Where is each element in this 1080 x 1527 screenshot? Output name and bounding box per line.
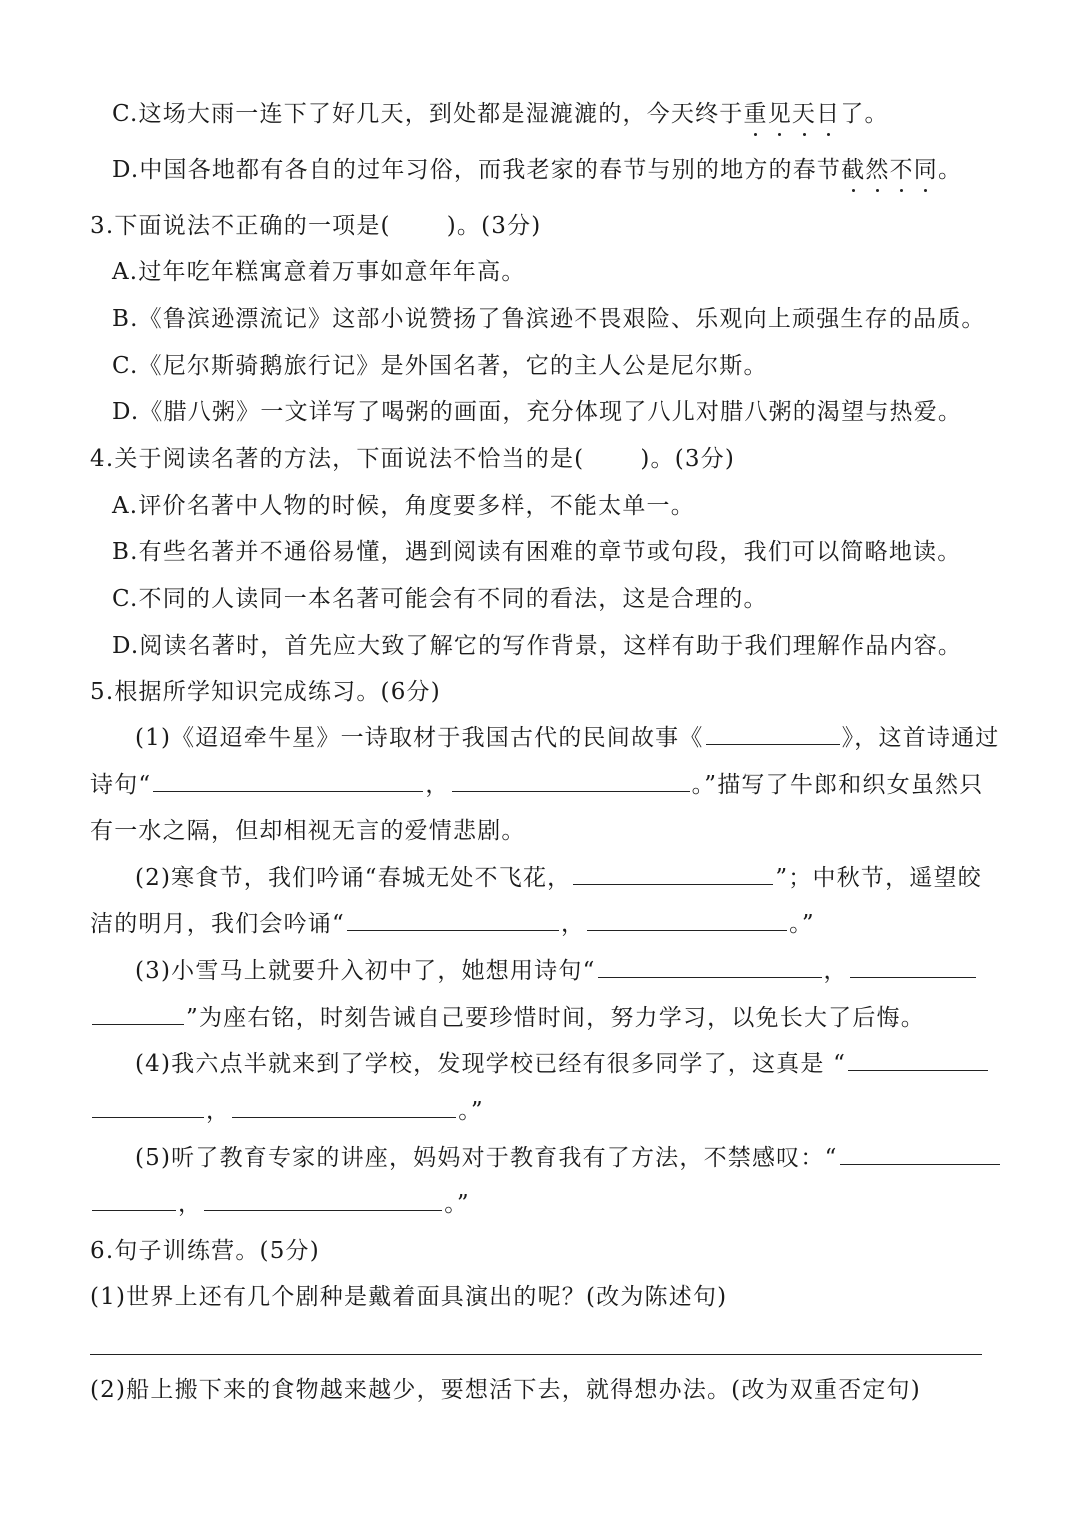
q5-part3-line2: ”为座右铭，时刻告诫自己要珍惜时间，努力学习，以免长大了后悔。: [90, 1002, 925, 1034]
answer-line[interactable]: [90, 1354, 982, 1355]
q5-part1-line3: 有一水之隔，但却相视无言的爱情悲剧。: [90, 818, 526, 844]
emphasis-char: 同: [914, 154, 938, 186]
q3-option-c: C.《尼尔斯骑鹅旅行记》是外国名著，它的主人公是尼尔斯。: [112, 353, 768, 379]
emphasis-char: 然: [865, 154, 889, 186]
q5-part4-line1: (4)我六点半就来到了学校，发现学校已经有很多同学了，这真是 “: [135, 1048, 990, 1080]
q4-option-d: D.阅读名著时，首先应大致了解它的写作背景，这样有助于我们理解作品内容。: [112, 633, 963, 659]
fill-blank[interactable]: [92, 1095, 204, 1118]
q5-part1-line2: 诗句“ ， 。”描写了牛郎和织女虽然只: [90, 769, 983, 801]
q4-option-b: B.有些名著并不通俗易懂，遇到阅读有困难的章节或句段，我们可以简略地读。: [112, 539, 962, 565]
q3-option-d: D.《腊八粥》一文详写了喝粥的画面，充分体现了八儿对腊八粥的渴望与热爱。: [112, 399, 963, 425]
q2-option-d: D.中国各地都有各自的过年习俗，而我老家的春节与别的地方的春节截然不同。: [112, 154, 962, 186]
fill-blank[interactable]: [92, 1188, 176, 1211]
fill-blank[interactable]: [848, 1048, 988, 1071]
emphasis-char: 见: [768, 98, 792, 130]
q3-option-a: A.过年吃年糕寓意着万事如意年年高。: [112, 259, 526, 285]
emphasis-char: 不: [890, 154, 914, 186]
emphasis-char: 重: [744, 98, 768, 130]
fill-blank[interactable]: [840, 1142, 1000, 1165]
q5-stem: 5.根据所学知识完成练习。(6分): [90, 679, 441, 705]
fill-blank[interactable]: [92, 1002, 184, 1025]
fill-blank[interactable]: [452, 769, 690, 792]
emphasis-char: 天: [792, 98, 816, 130]
q5-part4-line2: ， 。”: [90, 1095, 484, 1127]
fill-blank[interactable]: [598, 955, 822, 978]
fill-blank[interactable]: [573, 862, 773, 885]
emphasis-char: 日: [816, 98, 840, 130]
q5-part3-line1: (3)小雪马上就要升入初中了，她想用诗句“ ，: [135, 955, 978, 987]
q3-stem: 3.下面说法不正确的一项是( )。(3分): [90, 213, 542, 239]
q4-option-a: A.评价名著中人物的时候，角度要多样，不能太单一。: [112, 493, 695, 519]
q3-option-b: B.《鲁滨逊漂流记》这部小说赞扬了鲁滨逊不畏艰险、乐观向上顽强生存的品质。: [112, 306, 986, 332]
q5-part1-line1: (1)《迢迢牵牛星》一诗取材于我国古代的民间故事《 》，这首诗通过: [135, 722, 1000, 754]
fill-blank[interactable]: [204, 1188, 442, 1211]
q2-option-c: C.这场大雨一连下了好几天，到处都是湿漉漉的，今天终于重见天日了。: [112, 98, 889, 130]
fill-blank[interactable]: [706, 722, 840, 745]
q5-part2-line1: (2)寒食节，我们吟诵“春城无处不飞花， ”；中秋节，遥望皎: [135, 862, 982, 894]
emphasis-char: 截: [841, 154, 865, 186]
fill-blank[interactable]: [850, 955, 976, 978]
q5-part2-line2: 洁的明月，我们会吟诵“ ， 。”: [90, 908, 815, 940]
fill-blank[interactable]: [153, 769, 423, 792]
q6-stem: 6.句子训练营。(5分): [90, 1238, 320, 1264]
q6-sentence-2: (2)船上搬下来的食物越来越少，要想活下去，就得想办法。(改为双重否定句): [90, 1377, 921, 1403]
q5-part5-line2: ， 。”: [90, 1188, 470, 1220]
q5-part5-line1: (5)听了教育专家的讲座，妈妈对于教育我有了方法，不禁感叹：“: [135, 1142, 1002, 1174]
fill-blank[interactable]: [347, 908, 559, 931]
q6-sentence-1: (1)世界上还有几个剧种是戴着面具演出的呢？(改为陈述句): [90, 1284, 728, 1310]
fill-blank[interactable]: [232, 1095, 456, 1118]
fill-blank[interactable]: [587, 908, 787, 931]
q4-stem: 4.关于阅读名著的方法，下面说法不恰当的是( )。(3分): [90, 446, 736, 472]
q4-option-c: C.不同的人读同一本名著可能会有不同的看法，这是合理的。: [112, 586, 768, 612]
